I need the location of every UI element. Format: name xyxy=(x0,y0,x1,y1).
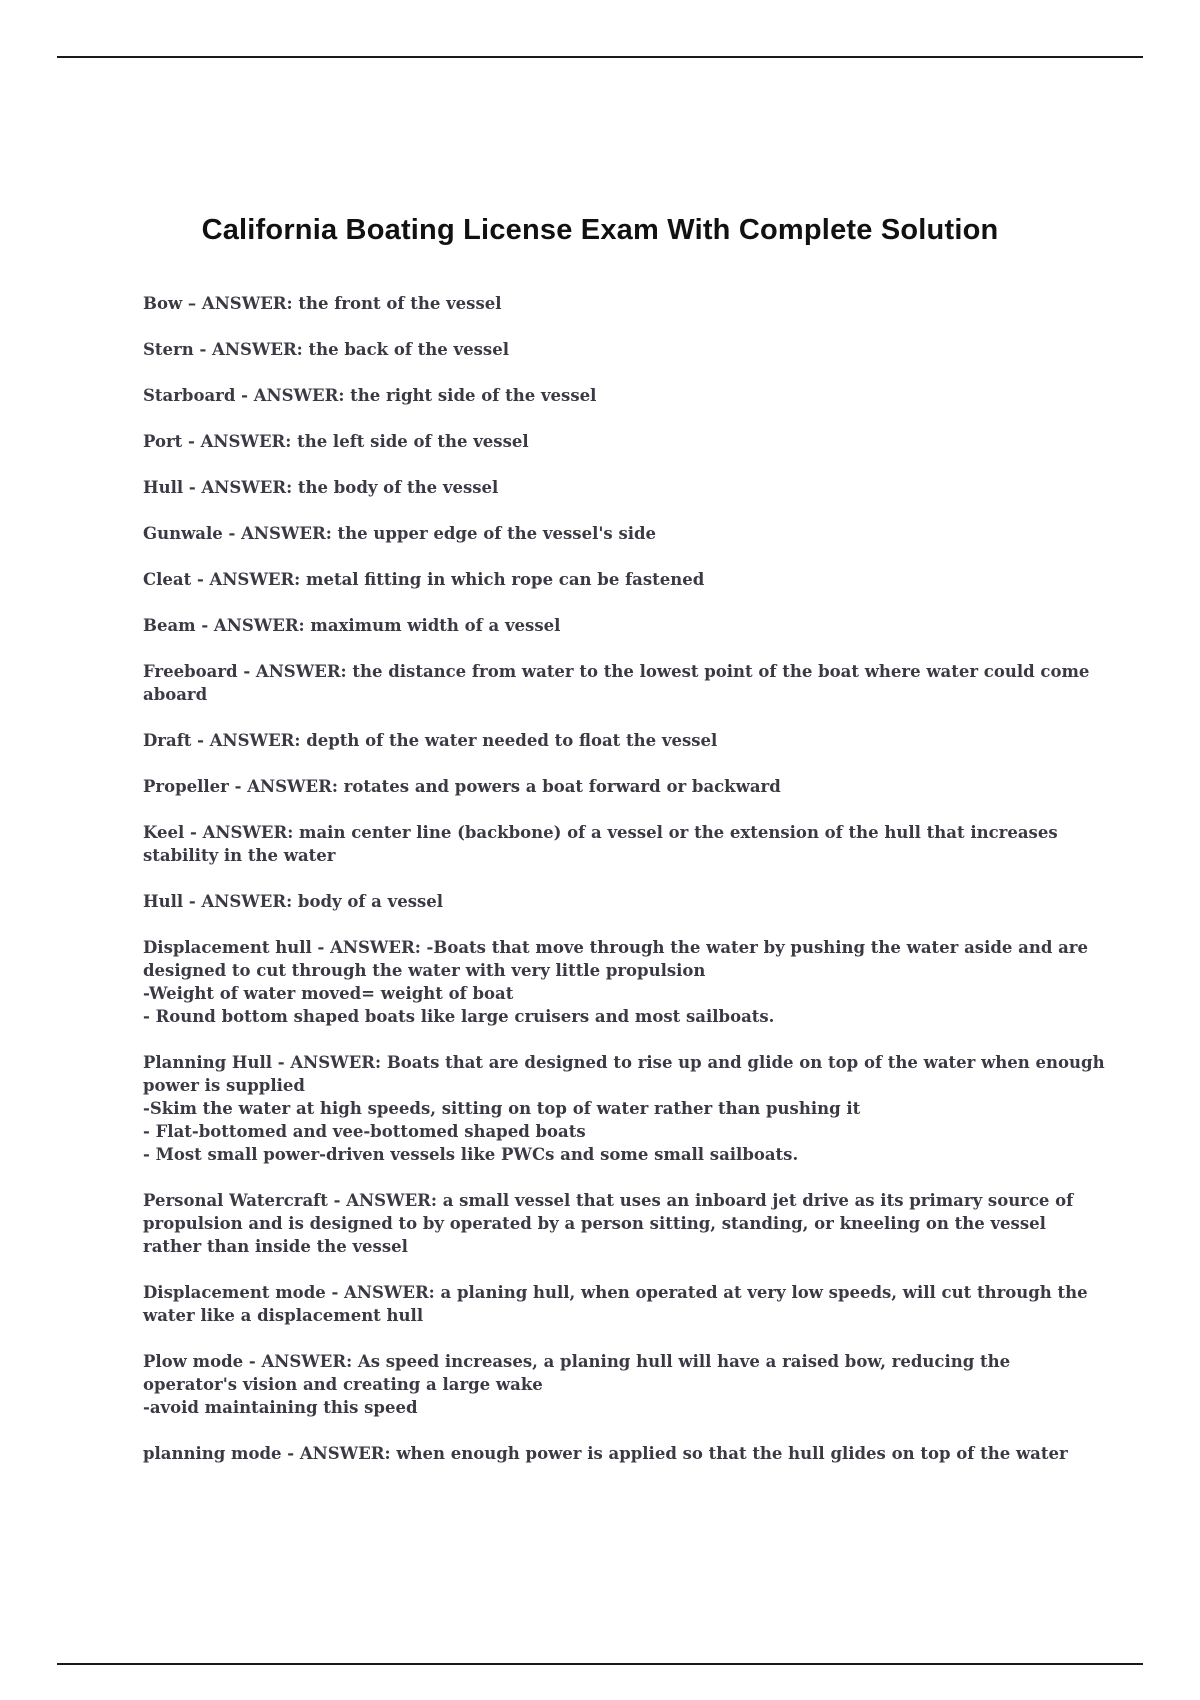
qa-line: - Flat-bottomed and vee-bottomed shaped boats xyxy=(143,1122,586,1141)
qa-line: -avoid maintaining this speed xyxy=(143,1398,418,1417)
qa-list xyxy=(143,292,1105,1488)
qa-item xyxy=(143,384,1063,407)
qa-line: Cleat - ANSWER: metal fitting in which rope can be fastened xyxy=(143,570,705,589)
qa-line: aboard xyxy=(143,685,208,704)
qa-item xyxy=(143,614,1063,637)
qa-line: Freeboard - ANSWER: the distance from water to the lowest point of the boat where water could come xyxy=(143,662,1090,681)
qa-line: Port - ANSWER: the left side of the vessel xyxy=(143,432,529,451)
qa-line: Hull - ANSWER: body of a vessel xyxy=(143,892,444,911)
qa-item xyxy=(143,729,1063,752)
qa-line: rather than inside the vessel xyxy=(143,1237,408,1256)
qa-line: planning mode - ANSWER: when enough power is applied so that the hull glides on top of the water xyxy=(143,1444,1068,1463)
qa-item xyxy=(143,821,1063,867)
qa-item xyxy=(143,1442,1068,1465)
qa-line: designed to cut through the water with very little propulsion xyxy=(143,961,706,980)
qa-item xyxy=(143,430,1063,453)
qa-line: Beam - ANSWER: maximum width of a vessel xyxy=(143,616,561,635)
qa-item xyxy=(143,1281,1088,1327)
qa-line: - Most small power-driven vessels like PWCs and some small sailboats. xyxy=(143,1145,799,1164)
qa-item xyxy=(143,890,1063,913)
qa-item xyxy=(143,1350,1063,1419)
qa-line: Displacement hull - ANSWER: -Boats that move through the water by pushing the water aside and are xyxy=(143,938,1088,957)
qa-line: Gunwale - ANSWER: the upper edge of the vessel's side xyxy=(143,524,657,543)
qa-line: operator's vision and creating a large wake xyxy=(143,1375,543,1394)
qa-item xyxy=(143,1189,1074,1258)
qa-item xyxy=(143,338,1063,361)
qa-item xyxy=(143,775,1063,798)
qa-item xyxy=(143,936,1088,1028)
qa-line: stability in the water xyxy=(143,846,336,865)
qa-line: water like a displacement hull xyxy=(143,1306,424,1325)
qa-item xyxy=(143,660,1090,706)
qa-item xyxy=(143,1051,1105,1166)
top-rule xyxy=(57,56,1143,58)
qa-line: power is supplied xyxy=(143,1076,305,1095)
qa-line: - Round bottom shaped boats like large cruisers and most sailboats. xyxy=(143,1007,775,1026)
document-title: California Boating License Exam With Complete Solution xyxy=(201,214,999,246)
qa-line: Stern - ANSWER: the back of the vessel xyxy=(143,340,509,359)
qa-line: Bow – ANSWER: the front of the vessel xyxy=(143,294,502,313)
qa-line: propulsion and is designed to by operated by a person sitting, standing, or kneeling on the vessel xyxy=(143,1214,1046,1233)
qa-line: Personal Watercraft - ANSWER: a small vessel that uses an inboard jet drive as its primary source of xyxy=(143,1191,1074,1210)
qa-line: Starboard - ANSWER: the right side of the vessel xyxy=(143,386,597,405)
qa-line: Hull - ANSWER: the body of the vessel xyxy=(143,478,499,497)
qa-line: Propeller - ANSWER: rotates and powers a boat forward or backward xyxy=(143,777,781,796)
qa-line: -Skim the water at high speeds, sitting on top of water rather than pushing it xyxy=(143,1099,861,1118)
qa-line: Planning Hull - ANSWER: Boats that are designed to rise up and glide on top of the water when enough xyxy=(143,1053,1105,1072)
qa-line: Plow mode - ANSWER: As speed increases, a planing hull will have a raised bow, reducing the xyxy=(143,1352,1011,1371)
qa-line: Keel - ANSWER: main center line (backbone) of a vessel or the extension of the hull that increases xyxy=(143,823,1058,842)
qa-item xyxy=(143,568,1063,591)
qa-line: Displacement mode - ANSWER: a planing hull, when operated at very low speeds, will cut through the xyxy=(143,1283,1088,1302)
qa-line: Draft - ANSWER: depth of the water needed to float the vessel xyxy=(143,731,718,750)
qa-item xyxy=(143,292,1063,315)
qa-item xyxy=(143,522,1063,545)
qa-item xyxy=(143,476,1063,499)
qa-line: -Weight of water moved= weight of boat xyxy=(143,984,514,1003)
bottom-rule xyxy=(57,1663,1143,1665)
